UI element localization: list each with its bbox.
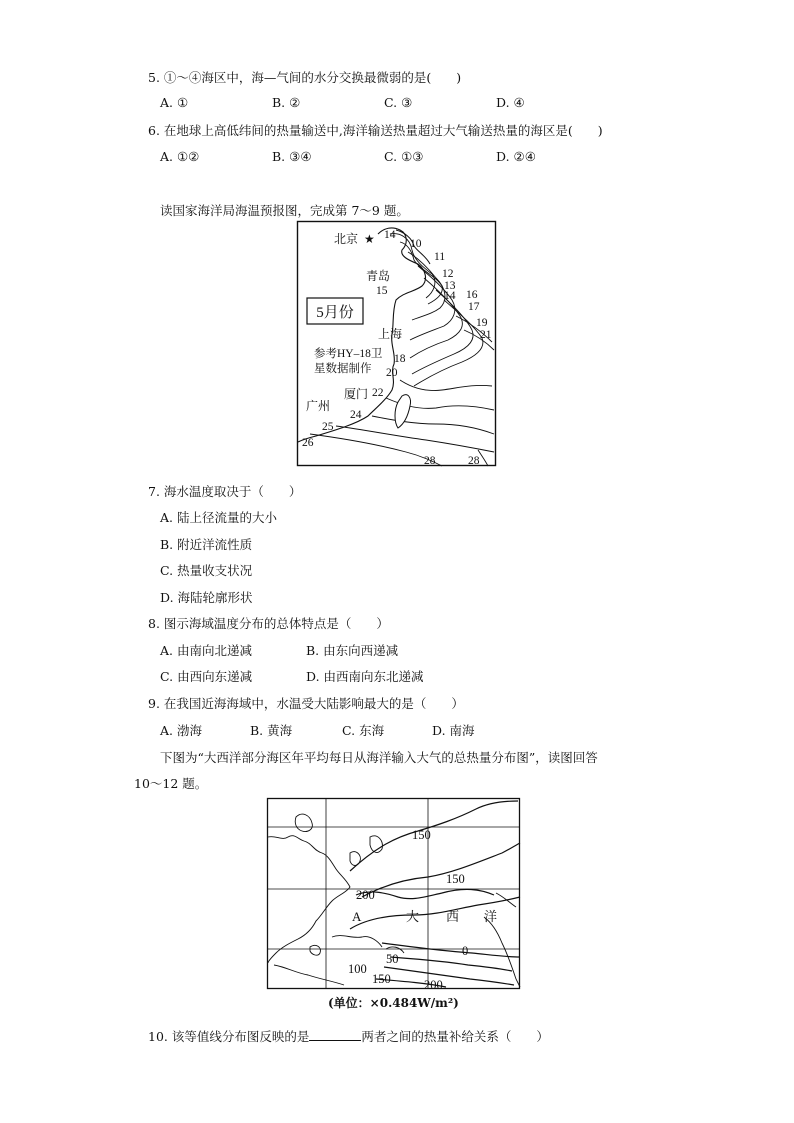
isoline-label: 200 (424, 978, 443, 992)
isotherm-label: 19 (476, 317, 488, 329)
question-5-option-b: B. ② (272, 95, 301, 110)
isoline-label: 0 (462, 944, 469, 958)
beijing-star-icon: ★ (364, 232, 375, 246)
question-10-stem-before: 10. 该等值线分布图反映的是 (148, 1029, 310, 1044)
isoline-label: 100 (348, 962, 367, 976)
question-9-option-d: D. 南海 (432, 723, 475, 738)
month-box-label: 5月份 (316, 305, 354, 321)
question-5-option-d: D. ④ (496, 95, 525, 110)
isotherm-label: 26 (302, 437, 314, 449)
ocean-label-char: 西 (446, 909, 460, 924)
isotherm-label: 20 (386, 367, 398, 379)
sea-temperature-map (296, 220, 498, 468)
map-credit-line-2: 星数据制作 (314, 363, 372, 375)
question-7-option-b: B. 附近洋流性质 (160, 537, 253, 552)
isotherm-label: 14 (444, 290, 456, 302)
map-unit-caption: (单位：×0.484W/m²) (328, 996, 459, 1010)
question-9-option-b: B. 黄海 (250, 723, 293, 738)
isoline-label: 50 (386, 952, 399, 966)
isotherm-label: 17 (468, 301, 480, 313)
isotherm-label: 25 (322, 421, 334, 433)
isotherm-label: 16 (466, 289, 478, 301)
question-10-stem-after: 两者之间的热量补给关系（ ） (361, 1029, 549, 1044)
isoline-label: 150 (372, 972, 391, 986)
isotherm-label: 12 (442, 268, 454, 280)
question-5-option-c: C. ③ (384, 95, 413, 110)
ocean-label-char: 洋 (484, 909, 498, 924)
isotherm-label: 11 (434, 251, 446, 263)
city-xiamen: 厦门 (344, 387, 369, 401)
question-9-option-c: C. 东海 (342, 723, 385, 738)
isotherm-label: 14 (384, 229, 396, 241)
isotherm-label: 28 (468, 455, 480, 467)
question-5-option-a: A. ① (160, 95, 189, 110)
question-9-option-a: A. 渤海 (160, 723, 202, 738)
question-7-option-d: D. 海陆轮廓形状 (160, 590, 253, 605)
isotherm-label: 15 (376, 285, 388, 297)
question-8-option-c: C. 由西向东递减 (160, 669, 253, 684)
question-8-stem: 8. 图示海域温度分布的总体特点是（ ） (148, 616, 389, 631)
question-5-stem: 5. ①～④海区中，海—气间的水分交换最微弱的是( ) (148, 70, 462, 85)
city-qingdao: 青岛 (366, 269, 391, 283)
intro-questions-7-9: 读国家海洋局海温预报图，完成第 7～9 题。 (160, 203, 409, 218)
question-7-stem: 7. 海水温度取决于（ ） (148, 484, 302, 499)
question-6-option-a: A. ①② (160, 149, 200, 164)
question-7-option-c: C. 热量收支状况 (160, 563, 253, 578)
isotherm-label: 28 (424, 455, 436, 467)
isotherm-label: 18 (394, 353, 406, 365)
isoline-label: 150 (446, 872, 465, 886)
isoline-label: 150 (412, 828, 431, 842)
point-a-label: A (352, 909, 362, 924)
intro-questions-10-12-line-2: 10～12 题。 (134, 776, 208, 791)
city-beijing: 北京 (334, 232, 359, 246)
question-6-option-c: C. ①③ (384, 149, 424, 164)
question-9-stem: 9. 在我国近海海域中，水温受大陆影响最大的是（ ） (148, 696, 464, 711)
question-6-option-d: D. ②④ (496, 149, 536, 164)
question-8-option-b: B. 由东向西递减 (306, 643, 399, 658)
question-6-option-b: B. ③④ (272, 149, 312, 164)
question-8-option-a: A. 由南向北递减 (160, 643, 252, 658)
isotherm-label: 24 (350, 409, 362, 421)
intro-questions-10-12-line-1: 下图为“大西洋部分海区年平均每日从海洋输入大气的总热量分布图”，读图回答 (160, 750, 598, 765)
question-6-stem: 6. 在地球上高低纬间的热量输送中,海洋输送热量超过大气输送热量的海区是( ) (148, 123, 603, 138)
question-10-stem (148, 1030, 549, 1044)
isotherm-label: 21 (480, 329, 492, 341)
city-shanghai: 上海 (378, 327, 403, 341)
isoline-label: 200 (356, 888, 375, 902)
map-credit-line-1: 参考HY–18卫 (314, 348, 383, 360)
question-7-option-a: A. 陆上径流量的大小 (160, 510, 277, 525)
isotherm-label: 10 (410, 238, 422, 250)
isotherm-label: 22 (372, 387, 384, 399)
ocean-label-char: 大 (406, 909, 420, 924)
answer-blank (309, 1030, 361, 1041)
atlantic-heat-flux-map (266, 797, 522, 993)
isotherm-label: 13 (444, 280, 456, 292)
city-guangzhou: 广州 (306, 399, 331, 413)
question-8-option-d: D. 由西南向东北递减 (306, 669, 424, 684)
